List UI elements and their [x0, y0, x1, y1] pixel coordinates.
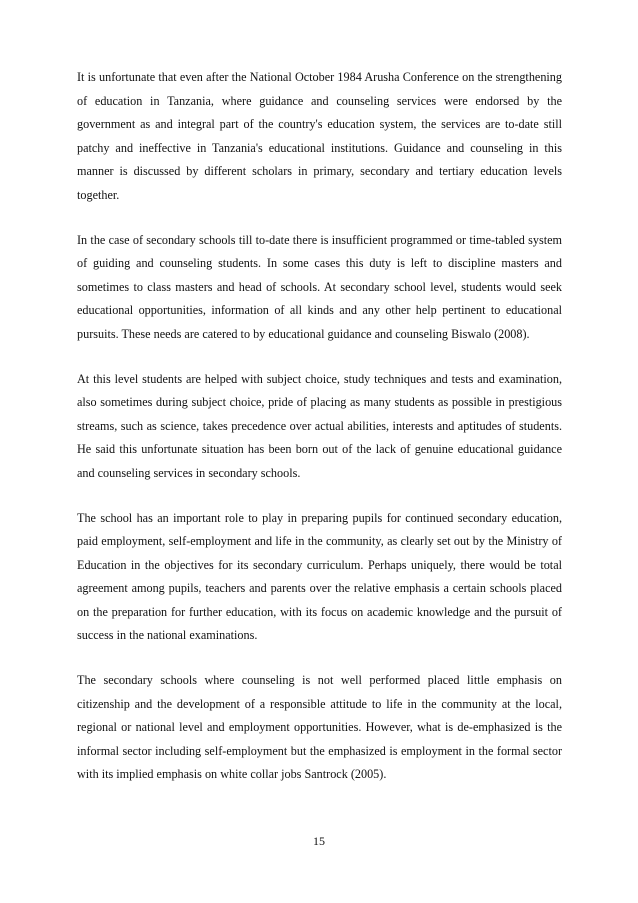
- page-number: 15: [313, 834, 325, 848]
- paragraph-1: It is unfortunate that even after the National October 1984 Arusha Conference on the strengthening of education in Tanzania, where guidance and counseling services were endorsed by the government as and integral part of the country's education system, the services are to-date still patchy and ineffective in Tanzania's educational institutions. Guidance and counseling in this manner is discussed by different scholars in primary, secondary and tertiary education levels together.: [77, 70, 562, 202]
- paragraph-5: The secondary schools where counseling is not well performed placed little emphasis on citizenship and the development of a responsible attitude to life in the community at the local, regional or national level and employment opportunities. However, what is de-emphasized is the informal sector including self-employment but the emphasized is employment in the formal sector with its implied emphasis on white collar jobs Santrock (2005).: [77, 673, 562, 782]
- paragraph-2: In the case of secondary schools till to-date there is insufficient programmed or time-tabled system of guiding and counseling students. In some cases this duty is left to discipline masters and sometimes to class masters and head of schools. At secondary school level, students would seek educational opportunities, information of all kinds and any other help pertinent to educational pursuits. These needs are catered to by educational guidance and counseling Biswalo (2008).: [77, 232, 562, 341]
- body-text: [77, 66, 562, 787]
- paragraph-3: At this level students are helped with subject choice, study techniques and tests and examination, also sometimes during subject choice, pride of placing as many students as possible in prestigious streams, such as science, takes precedence over actual abilities, interests and aptitudes of students. He said this unfortunate situation has been born out of the lack of genuine educational guidance and counseling services in secondary schools.: [77, 371, 562, 480]
- paragraph-4: The school has an important role to play in preparing pupils for continued secondary education, paid employment, self-employment and life in the community, as clearly set out by the Ministry of Education in the objectives for its secondary curriculum. Perhaps uniquely, there would be total agreement among pupils, teachers and parents over the relative emphasis a certain schools placed on the preparation for further education, with its focus on academic knowledge and the pursuit of success in the national examinations.: [77, 510, 562, 643]
